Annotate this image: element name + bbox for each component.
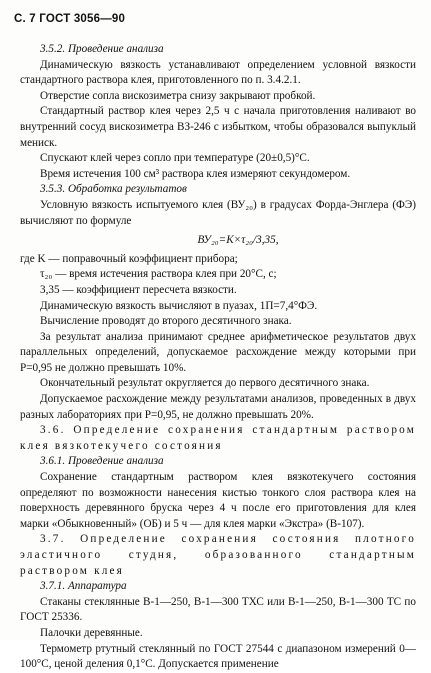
section-title-3-5-3: 3.5.3. Обработка результатов: [40, 183, 187, 196]
section-title-3-7: 3.7. Определение сохранения состояния плотного эластичного студня, образованного стандартным раствором клея: [20, 533, 416, 577]
paragraph: За результат анализа принимают среднее арифметическое результатов двух параллельных определений, допускаемое расхождение между которыми при P=0,95 не должно превышать 10%.: [20, 330, 416, 374]
paragraph: Окончательный результат округляется до первого десятичного знака.: [40, 377, 370, 390]
document-body: [20, 42, 416, 673]
section-title-3-7-1: 3.7.1. Аппаратура: [40, 580, 127, 593]
paragraph: Палочки деревянные.: [40, 626, 143, 639]
section-title-3-6: 3.6. Определение сохранения стандартным раствором клея вязкотекучего состояния: [20, 424, 416, 452]
formula: ВУ₂₀=K×τ₂₀/3,35,: [197, 234, 279, 247]
paragraph: Динамическую вязкость устанавливают определением условной вязкости стандартного раствора клея, приготовленного по п. 3.4.2.1.: [20, 58, 416, 87]
section-title-3-5-2: 3.5.2. Проведение анализа: [40, 43, 164, 55]
paragraph: Вычисление проводят до второго десятичного знака.: [40, 315, 292, 328]
paragraph: Динамическую вязкость вычисляют в пуазах, 1П=7,4°ФЭ.: [40, 299, 318, 312]
paragraph: Сохранение стандартным раствором клея вязкотекучего состояния определяют по возможности нанесения кистью тонкого слоя раствора клея на поверхность деревянного бруска через 4 ч после его приготовления для клея марки «Обыкновенный» (ОБ) и 5 ч — для клея марки «Экстра» (В-107).: [20, 471, 416, 530]
paragraph: Отверстие сопла вискозиметра снизу закрывают пробкой.: [40, 89, 316, 102]
definition-line: 3,35 — коэффициент пересчета вязкости.: [40, 283, 237, 296]
section-title-3-6-1: 3.6.1. Проведение анализа: [40, 455, 164, 468]
page-header: С. 7 ГОСТ 3056—90: [14, 13, 126, 25]
paragraph: Стаканы стеклянные В-1—250, В-1—300 ТХС или В-1—250, В-1—300 ТС по ГОСТ 25336.: [20, 595, 416, 624]
paragraph: Термометр ртутный стеклянный по ГОСТ 27544 с диапазоном измерений 0—100°С, ценой деления 0,1°С. Допускается применение: [20, 642, 416, 671]
definition-line: τ₂₀ — время истечения раствора клея при 20°С, с;: [40, 268, 277, 281]
definition-line: где K — поправочный коэффициент прибора;: [20, 252, 238, 265]
paragraph: Стандартный раствор клея через 2,5 ч с начала приготовления наливают во внутренний сосуд вискозиметра ВЗ-246 с избытком, чтобы образовался выпуклый мениск.: [20, 105, 416, 149]
paragraph: Время истечения 100 см³ раствора клея измеряют секундомером.: [40, 167, 351, 180]
paragraph: Спускают клей через сопло при температуре (20±0,5)°С.: [40, 152, 310, 165]
paragraph: Допускаемое расхождение между результатами анализов, проведенных в двух разных лабораториях при P=0,95, не должно превышать 20%.: [20, 393, 416, 421]
paragraph: Условную вязкость испытуемого клея (ВУ₂₀) в градусах Форда-Энглера (ФЭ) вычисляют по формуле: [20, 198, 416, 227]
